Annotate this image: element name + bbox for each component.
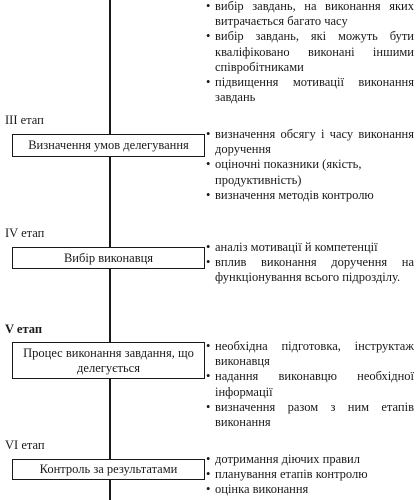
top-criteria-list xyxy=(206,0,414,105)
list-item: • підвищення мотивації виконання завдань xyxy=(206,75,414,105)
list-item: • дотримання діючих правил xyxy=(206,452,414,467)
stage-3-label: III етап xyxy=(5,113,44,127)
list-item: • оцінка виконання xyxy=(206,482,414,497)
stage-4-box: Вибір виконавця xyxy=(12,247,205,269)
list-item: • вплив виконання доручення на функціонування всього підрозділу. xyxy=(206,255,414,285)
list-item: • визначення обсягу і часу виконання доручення xyxy=(206,127,414,157)
list-item: • надання виконавцю необхідної інформації xyxy=(206,369,414,399)
stage-4-list xyxy=(206,240,414,286)
list-item: • визначення методів контролю xyxy=(206,188,414,203)
stage-5-box: Процес виконання завдання, що делегується xyxy=(12,342,205,379)
stage-5-list xyxy=(206,339,414,430)
stage-3-box: Визначення умов делегування xyxy=(12,134,205,157)
list-item: • вибір завдань, які можуть бути кваліфіковано виконані іншими співробітниками xyxy=(206,29,414,75)
list-item: • вибір завдань, на виконання яких витрачається багато часу xyxy=(206,0,414,29)
stage-5-label: V етап xyxy=(5,322,43,336)
stage-4-label: IV етап xyxy=(5,226,45,240)
list-item: • аналіз мотивації й компетенції xyxy=(206,240,414,255)
stage-6-label: VI етап xyxy=(5,438,45,452)
stage-6-box: Контроль за результатами xyxy=(12,459,205,480)
list-item: • оціночні показники (якість, продуктивність) xyxy=(206,157,414,187)
stage-6-list xyxy=(206,452,414,498)
stage-3-list xyxy=(206,127,414,203)
list-item: • необхідна підготовка, інструктаж виконавця xyxy=(206,339,414,369)
list-item: • планування етапів контролю xyxy=(206,467,414,482)
list-item: • визначення разом з ним етапів виконання xyxy=(206,400,414,430)
